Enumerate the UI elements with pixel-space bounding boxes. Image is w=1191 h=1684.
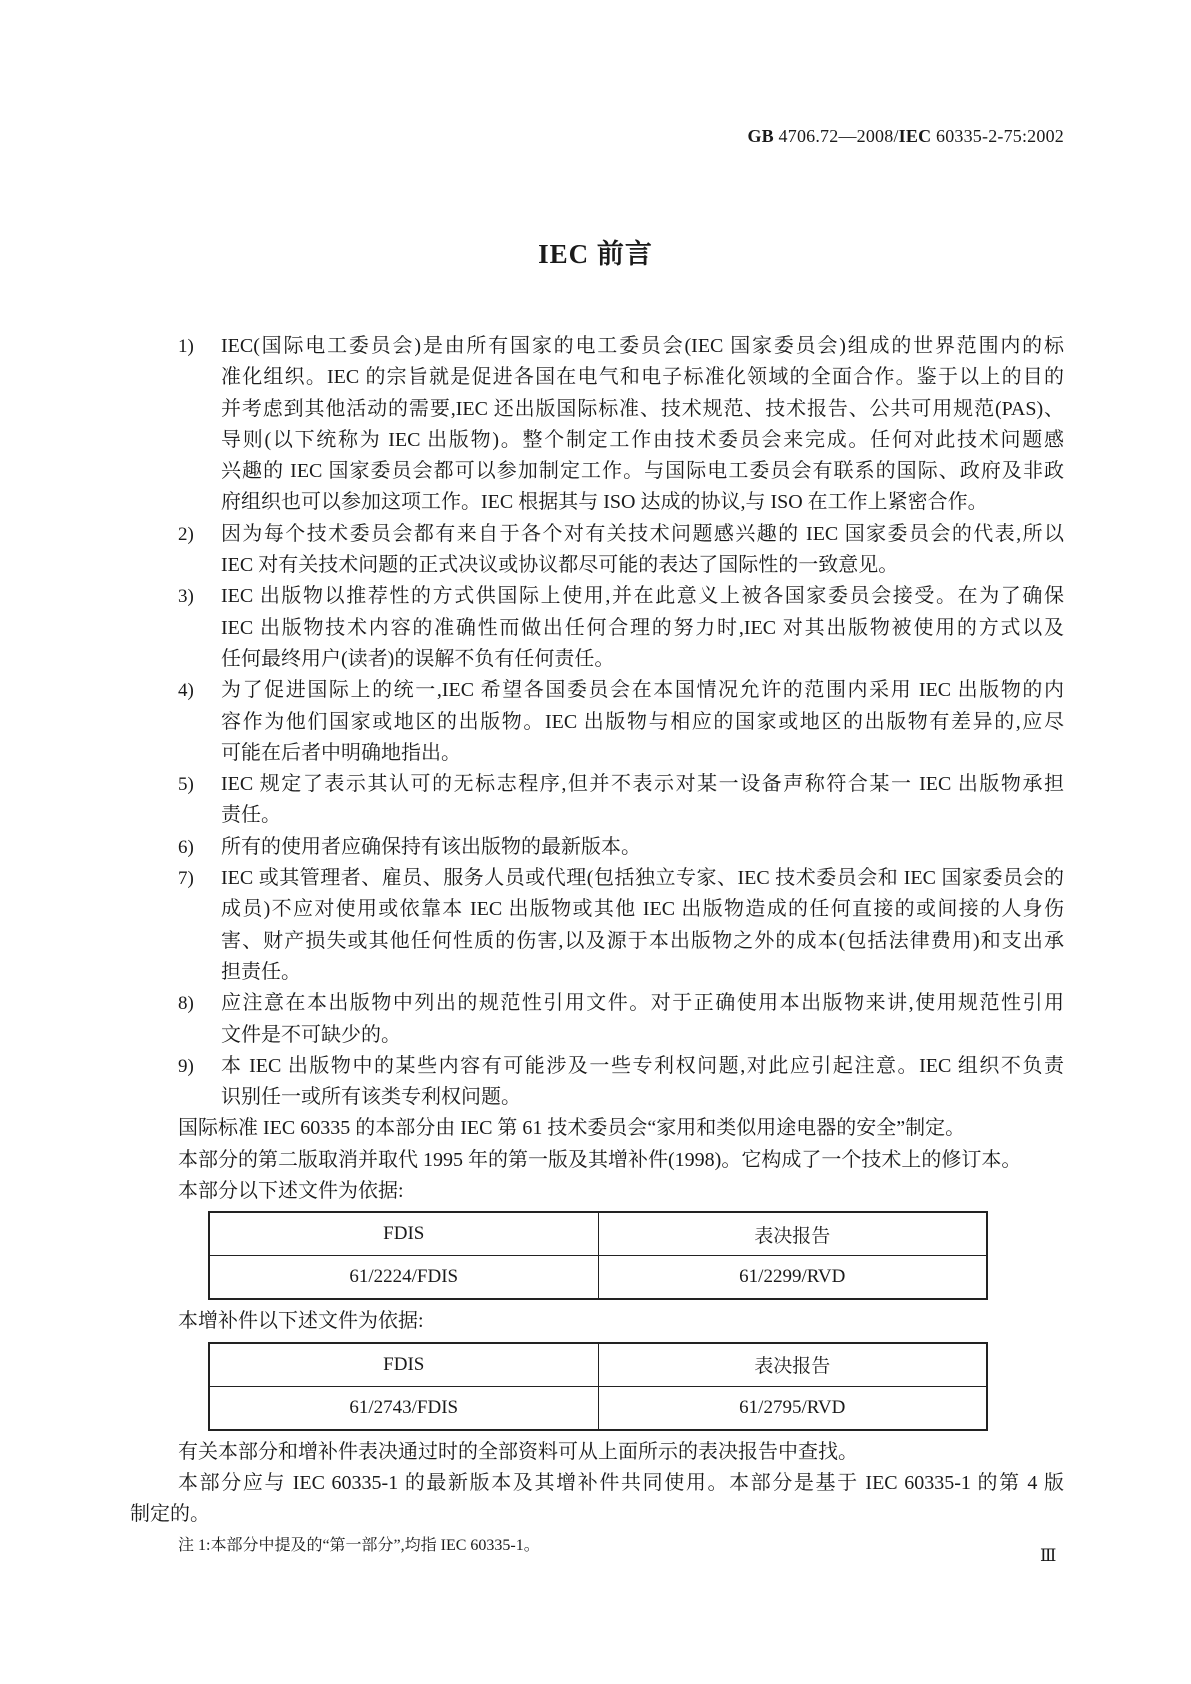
- text-line: 任何最终用户(读者)的误解不负有任何责任。: [221, 647, 615, 670]
- text-line: 准化组织。IEC 的宗旨就是促进各国在电气和电子标准化领域的全面合作。鉴于以上的目的: [221, 366, 1064, 389]
- text-line: IEC 出版物以推荐性的方式供国际上使用,并在此意义上被各国家委员会接受。在为了确保: [221, 585, 1064, 608]
- text-line: 容作为他们国家或地区的出版物。IEC 出版物与相应的国家或地区的出版物有差异的,应尽: [221, 710, 1064, 733]
- list-item-text: [221, 832, 1064, 863]
- text-line: 导则(以下统称为 IEC 出版物)。整个制定工作由技术委员会来完成。任何对此技术问题感: [221, 428, 1064, 451]
- list-item: [178, 832, 1064, 863]
- list-item-number: 2): [178, 523, 194, 545]
- list-item: [178, 1051, 1064, 1114]
- text-line: 府组织也可以参加这项工作。IEC 根据其与 ISO 达成的协议,与 ISO 在工作上紧密合作。: [221, 491, 988, 514]
- list-item-number: 1): [178, 336, 194, 357]
- text-line: 为了促进国际上的统一,IEC 希望各国委员会在本国情况允许的范围内采用 IEC 出版物的内: [221, 679, 1064, 702]
- text-line: 因为每个技术委员会都有来自于各个对有关技术问题感兴趣的 IEC 国家委员会的代表,所以: [221, 522, 1064, 545]
- text-line: 所有的使用者应确保持有该出版物的最新版本。: [221, 835, 641, 858]
- list-item-number: 7): [178, 868, 194, 890]
- table-header-row: [209, 1212, 987, 1256]
- list-item-number: 6): [178, 836, 194, 858]
- paragraph-use-line-1: 本部分应与 IEC 60335-1 的最新版本及其增补件共同使用。本部分是基于 IEC 60335-1 的第 4 版: [178, 1471, 1064, 1494]
- numbered-list: [178, 331, 1064, 1113]
- voting-table-part: [208, 1211, 988, 1300]
- table-header-cell: 表决报告: [598, 1212, 987, 1256]
- table-cell: 61/2743/FDIS: [209, 1386, 598, 1430]
- list-item: [178, 331, 1064, 519]
- table-header-row: [209, 1343, 987, 1387]
- text-line: IEC 规定了表示其认可的无标志程序,但并不表示对某一设备声称符合某一 IEC 出版物承担: [221, 773, 1064, 796]
- list-item: [178, 519, 1064, 582]
- list-item: [178, 581, 1064, 675]
- text-line: 可能在后者中明确地指出。: [221, 741, 461, 764]
- list-item-number: 5): [178, 774, 194, 796]
- table-cell: 61/2795/RVD: [598, 1386, 987, 1430]
- list-item-text: [221, 519, 1064, 582]
- list-item: [178, 769, 1064, 832]
- text-line: 文件是不可缺少的。: [221, 1023, 401, 1046]
- table-header-cell: FDIS: [209, 1343, 598, 1387]
- paragraph-info: 有关本部分和增补件表决通过时的全部资料可从上面所示的表决报告中查找。: [178, 1440, 858, 1463]
- text-line: IEC 或其管理者、雇员、服务人员或代理(包括独立专家、IEC 技术委员会和 IEC 国家委员会的: [221, 867, 1064, 890]
- text-line: 成员)不应对使用或依靠本 IEC 出版物或其他 IEC 出版物造成的任何直接的或间接的人身伤: [221, 898, 1064, 921]
- list-item: [178, 675, 1064, 769]
- page-title: IEC 前言: [538, 239, 653, 269]
- text-line: 害、财产损失或其他任何性质的伤害,以及源于本出版物之外的成本(包括法律费用)和支出承: [221, 929, 1064, 952]
- list-item-text: [221, 331, 1064, 519]
- text-line: 本 IEC 出版物中的某些内容有可能涉及一些专利权问题,对此应引起注意。IEC 组织不负责: [221, 1054, 1064, 1077]
- text-line: 兴趣的 IEC 国家委员会都可以参加制定工作。与国际电工委员会有联系的国际、政府及非政: [221, 460, 1064, 483]
- list-item: [178, 863, 1064, 988]
- table-header-cell: FDIS: [209, 1212, 598, 1256]
- list-item-text: [221, 988, 1064, 1051]
- list-item-number: 8): [178, 993, 194, 1015]
- list-item-text: [221, 863, 1064, 988]
- text-line: IEC 对有关技术问题的正式决议或协议都尽可能的表达了国际性的一致意见。: [221, 554, 899, 577]
- paragraph-basis: 本部分以下述文件为依据:: [178, 1180, 404, 1203]
- text-line: 责任。: [221, 804, 281, 827]
- text-line: IEC(国际电工委员会)是由所有国家的电工委员会(IEC 国家委员会)组成的世界范围内的标: [221, 335, 1064, 357]
- header-iec: IEC: [898, 126, 932, 146]
- header-iec-number: 60335-2-75:2002: [931, 126, 1064, 146]
- voting-table-amendment: [208, 1342, 988, 1431]
- header-gb-number: 4706.72—2008/: [773, 126, 899, 146]
- table-row: [209, 1386, 987, 1430]
- list-item-text: [221, 769, 1064, 832]
- note: 注 1:本部分中提及的“第一部分”,均指 IEC 60335-1。: [178, 1536, 540, 1554]
- paragraph-use-line-2: 制定的。: [130, 1503, 210, 1526]
- list-item-text: [221, 1051, 1064, 1114]
- paragraph-committee: 国际标准 IEC 60335 的本部分由 IEC 第 61 技术委员会“家用和类似用途电器的安全”制定。: [178, 1117, 966, 1140]
- text-line: IEC 出版物技术内容的准确性而做出任何合理的努力时,IEC 对其出版物被使用的方式以及: [221, 616, 1064, 639]
- list-item-number: 4): [178, 680, 194, 702]
- page-number: Ⅲ: [1040, 1546, 1057, 1565]
- list-item-number: 9): [178, 1055, 194, 1077]
- header-gb: GB: [747, 126, 774, 146]
- paragraph-amendment-basis: 本增补件以下述文件为依据:: [178, 1310, 424, 1333]
- table-cell: 61/2299/RVD: [598, 1256, 987, 1300]
- text-line: 并考虑到其他活动的需要,IEC 还出版国际标准、技术规范、技术报告、公共可用规范(PAS)、: [221, 397, 1064, 420]
- table-row: [209, 1256, 987, 1300]
- text-line: 担责任。: [221, 960, 301, 983]
- text-line: 识别任一或所有该类专利权问题。: [221, 1086, 521, 1109]
- list-item-text: [221, 581, 1064, 675]
- list-item-number: 3): [178, 586, 194, 608]
- table-header-cell: 表决报告: [598, 1343, 987, 1387]
- document-body: [130, 331, 1064, 1561]
- list-item-text: [221, 675, 1064, 769]
- list-item: [178, 988, 1064, 1051]
- paragraph-edition: 本部分的第二版取消并取代 1995 年的第一版及其增补件(1998)。它构成了一个技术上的修订本。: [178, 1148, 1022, 1171]
- table-cell: 61/2224/FDIS: [209, 1256, 598, 1300]
- document-code-header: [747, 126, 1064, 147]
- text-line: 应注意在本出版物中列出的规范性引用文件。对于正确使用本出版物来讲,使用规范性引用: [221, 992, 1064, 1015]
